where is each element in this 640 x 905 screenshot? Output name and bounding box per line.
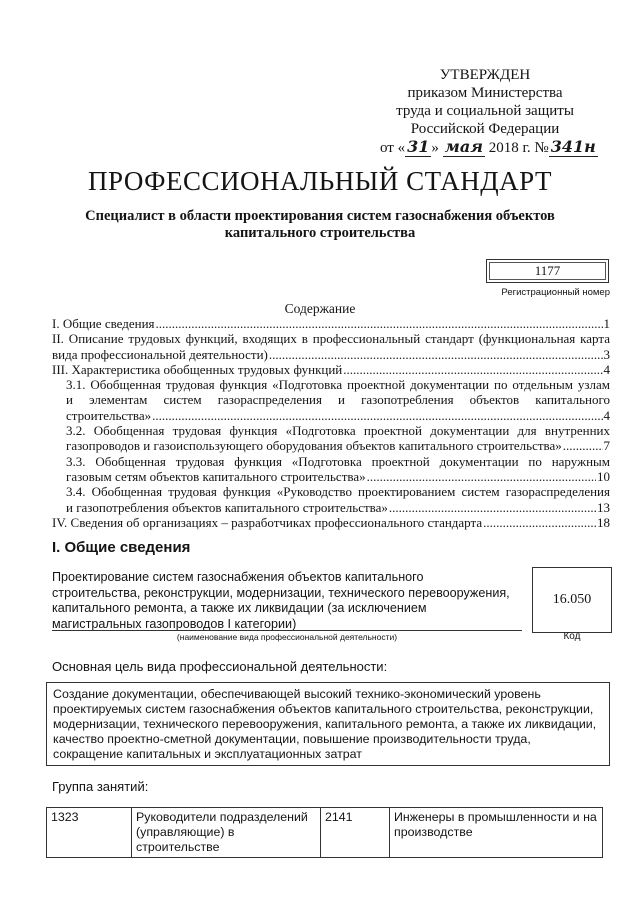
toc-item-label: I. Общие сведения: [52, 316, 155, 331]
toc-item-page: 13: [597, 499, 610, 515]
approval-line-labor: труда и социальной защиты: [396, 103, 574, 119]
date-prefix: от «: [380, 140, 406, 156]
toc-item-label: газовым сетям объектов капитального строительства»: [66, 468, 366, 484]
toc-item-label: III. Характеристика обобщенных трудовых функций: [52, 361, 343, 377]
toc-item-label-line2: и элементам систем газораспределения и газопотребления объектов капитального: [66, 392, 610, 408]
occupation-name-cell: Руководители подразделений (управляющие) в строительстве: [132, 808, 321, 858]
toc-leader-dots: [483, 515, 596, 530]
toc-item-function-3-4[interactable]: [52, 484, 610, 515]
activity-code-box: 16.050: [532, 567, 612, 633]
occupation-group-table: [46, 807, 603, 858]
toc-item-page: 4: [603, 361, 610, 377]
section-heading: I. Общие сведения: [52, 539, 191, 556]
document-subtitle: Специалист в области проектирования систем газоснабжения объектов капитального строительства: [85, 208, 555, 241]
toc-item-page: 4: [603, 407, 610, 423]
goal-label: Основная цель вида профессиональной деятельности:: [52, 659, 388, 674]
toc-leader-dots: [343, 362, 602, 377]
approval-line-ministry: приказом Министерства: [407, 85, 563, 101]
toc-item-general[interactable]: [52, 316, 610, 331]
toc-item-function-3-3[interactable]: [52, 454, 610, 485]
toc-item-page: 10: [597, 468, 610, 484]
toc-item-label-line1: 3.3. Обобщенная трудовая функция «Подготовка проектной документации по наружным: [66, 453, 610, 469]
toc-leader-dots: [156, 316, 603, 331]
toc-item-label-line1: 3.4. Обобщенная трудовая функция «Руководство проектированием систем газораспределения: [66, 484, 610, 500]
handwritten-month: мая: [444, 137, 483, 156]
occupation-name-cell: Инженеры в промышленности и на производстве: [390, 808, 603, 858]
toc-item-function-3-2[interactable]: [52, 423, 610, 454]
activity-underline: [52, 630, 522, 631]
toc-item-label-line1: 3.2. Обобщенная трудовая функция «Подготовка проектной документации для внутренних: [66, 423, 610, 439]
goal-text-box: Создание документации, обеспечивающей высокий технико-экономический уровень проектируемых систем газоснабжения объектов капитального строительства, реконструкции, модернизации, технического перевооружения, капитального ремонта, а также их ликвидации, качество проектно-сметной документации, повышение производительности труда, сокращение капитальных и эксплуатационных затрат: [46, 682, 610, 766]
table-row: [47, 808, 603, 858]
registration-number-box: 1177: [486, 259, 609, 283]
approval-block: [380, 66, 596, 157]
handwritten-order-number: 341н: [550, 137, 596, 156]
toc-item-function-3-1[interactable]: [52, 377, 610, 423]
approval-date-line: [380, 137, 596, 157]
toc-leader-dots: [367, 469, 596, 484]
toc-item-label: IV. Сведения об организациях – разработчиках профессионального стандарта: [52, 514, 483, 530]
toc-leader-dots: [389, 500, 596, 515]
toc-leader-dots: [269, 347, 603, 362]
date-mid: »: [431, 140, 439, 156]
toc-item-label: вида профессиональной деятельности): [52, 346, 268, 362]
activity-name-text: Проектирование систем газоснабжения объектов капитального строительства, реконструкции, модернизации, технического перевооружения, капитального ремонта, а также их ликвидации (за исключением магистральных газопроводов I категории): [52, 570, 510, 631]
occupation-code-cell: 2141: [321, 808, 390, 858]
registration-number-label: Регистрационный номер: [501, 287, 610, 298]
toc-item-characteristics[interactable]: [52, 362, 610, 377]
approval-line-federation: Российской Федерации: [410, 121, 560, 137]
toc-item-page: 18: [597, 514, 610, 530]
toc-item-functional-map[interactable]: [52, 331, 610, 362]
toc-item-page: 3: [603, 346, 610, 362]
occupation-group-label: Группа занятий:: [52, 779, 149, 794]
approval-heading: УТВЕРЖДЕН: [439, 67, 531, 83]
occupation-code-cell: 1323: [47, 808, 132, 858]
toc-item-page: 7: [603, 438, 610, 454]
toc-item-label: и газопотребления объектов капитального строительства»: [66, 499, 388, 515]
toc-item-developers[interactable]: [52, 515, 610, 530]
toc-item-label: строительства»: [66, 407, 152, 423]
year-number-prefix: 2018 г. №: [488, 140, 549, 156]
activity-caption: (наименование вида профессиональной деятельности): [176, 632, 398, 642]
document-title: ПРОФЕССИОНАЛЬНЫЙ СТАНДАРТ: [87, 166, 553, 196]
toc-leader-dots: [152, 408, 602, 423]
toc-item-label-line1: II. Описание трудовых функций, входящих в профессиональный стандарт (функциональная карта: [52, 331, 610, 347]
toc-item-label-line1: 3.1. Обобщенная трудовая функция «Подготовка проектной документации по отдельным узлам: [66, 377, 610, 393]
handwritten-day: 31: [407, 137, 430, 156]
activity-code-label: Код: [563, 631, 581, 642]
table-of-contents: [52, 316, 610, 530]
toc-leader-dots: [563, 438, 603, 453]
toc-item-label: газопроводов и газоиспользующего оборудования объектов капитального строительства»: [66, 438, 562, 454]
toc-item-page: 1: [603, 316, 610, 331]
toc-heading: Содержание: [284, 301, 356, 316]
